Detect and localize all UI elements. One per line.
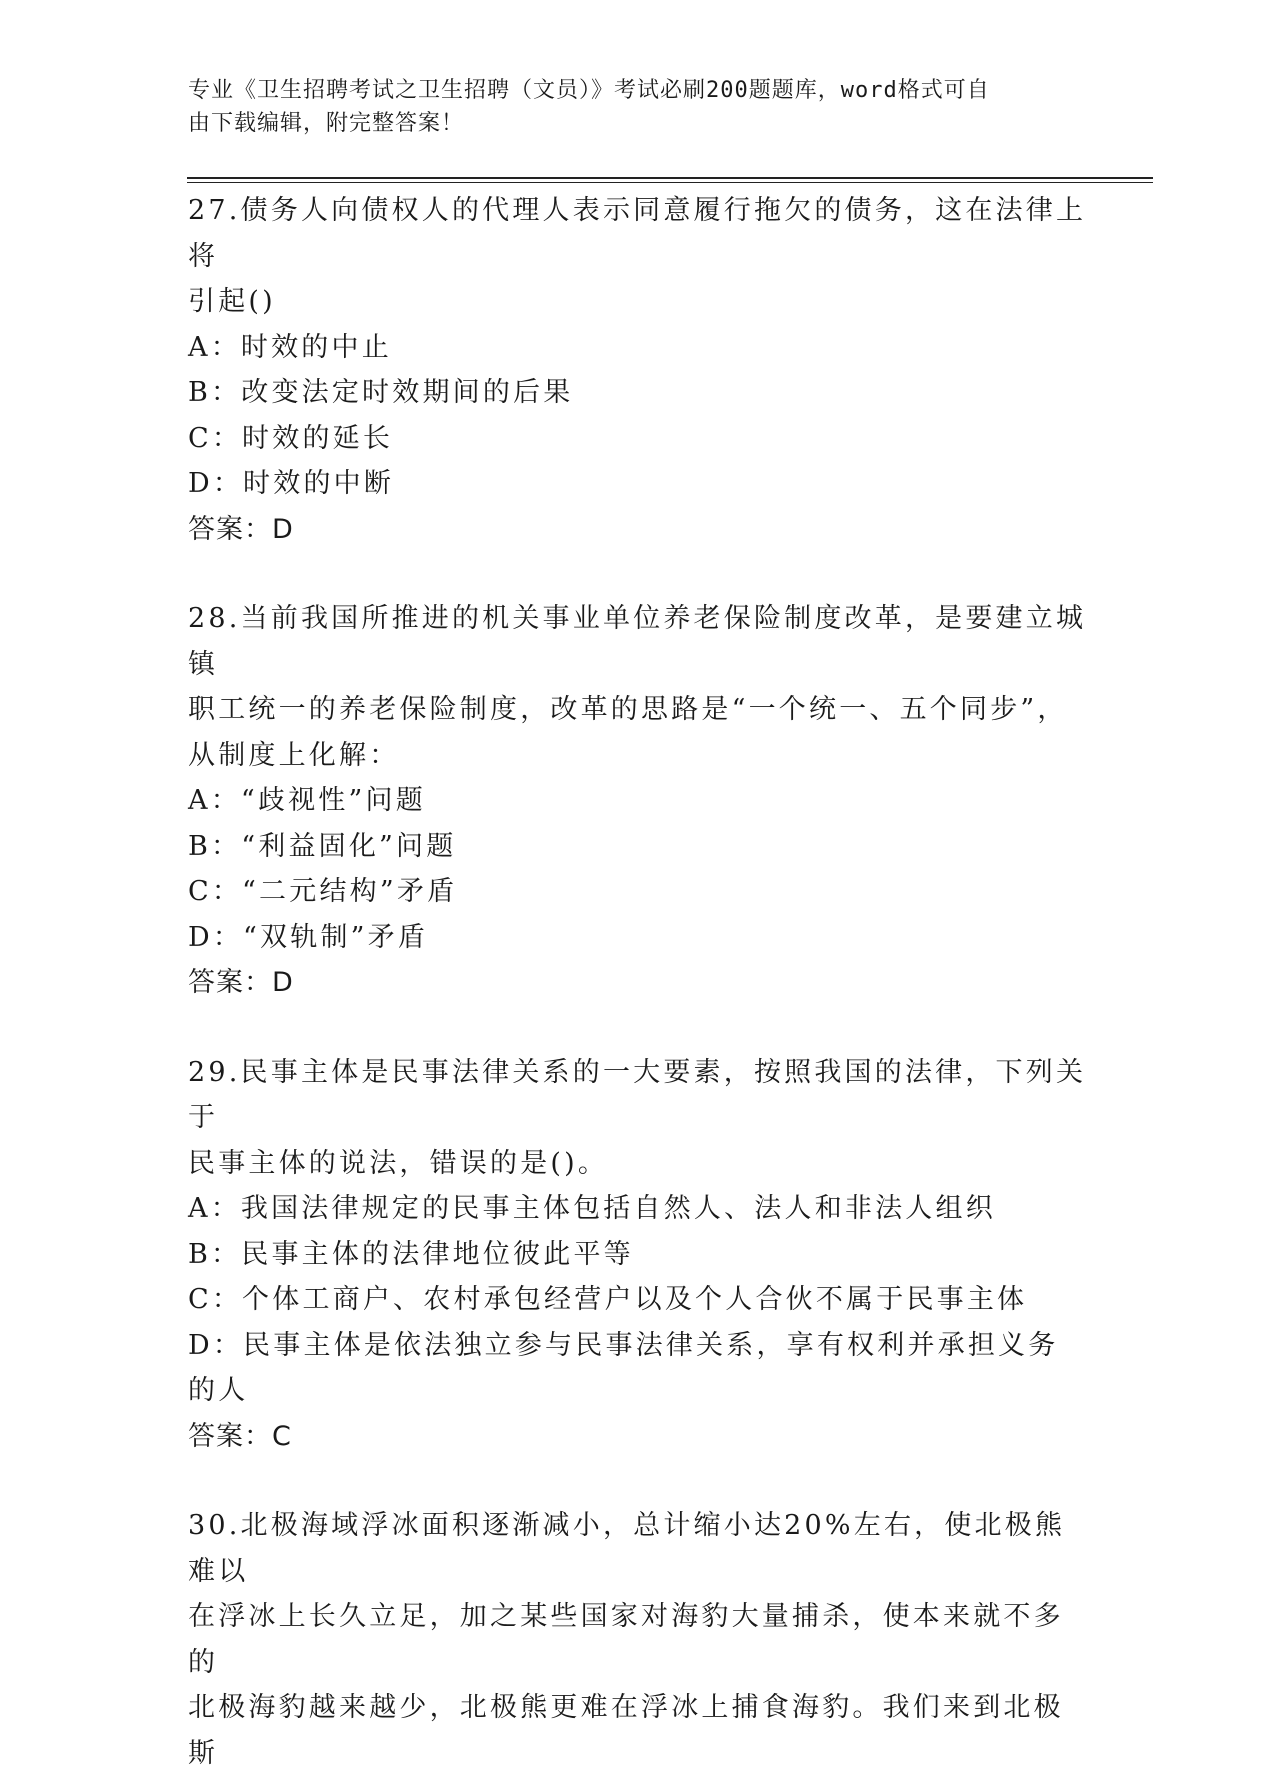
question-27 (188, 188, 1088, 552)
option-c: C：时效的延长 (188, 422, 394, 454)
question-stem-line: 27.债务人向债权人的代理人表示同意履行拖欠的债务，这在法律上将 (188, 195, 1087, 272)
question-stem-line: 北极海豹越来越少，北极熊更难在浮冰上捕食海豹。我们来到北极斯 (188, 1692, 1064, 1769)
question-stem-line: 28.当前我国所推进的机关事业单位养老保险制度改革，是要建立城镇 (188, 603, 1087, 680)
header-divider-thick (187, 177, 1153, 179)
question-30 (188, 1503, 1088, 1776)
header-line-2: 由下载编辑，附完整答案！ (188, 111, 465, 136)
question-spacer (188, 552, 1088, 596)
question-stem-line: 从制度上化解： (188, 739, 400, 771)
question-29 (188, 1050, 1088, 1460)
answer: 答案：D (188, 967, 294, 998)
option-a: A：我国法律规定的民事主体包括自然人、法人和非法人组织 (188, 1193, 996, 1224)
option-b: B：改变法定时效期间的后果 (188, 377, 574, 408)
option-d: D：民事主体是依法独立参与民事法律关系，享有权利并承担义务的人 (188, 1329, 1059, 1406)
header-line-1: 专业《卫生招聘考试之卫生招聘（文员）》考试必刷200题题库，word格式可自 (188, 78, 990, 103)
question-spacer (188, 1006, 1088, 1050)
option-c: C：“二元结构”矛盾 (188, 876, 458, 907)
option-d: D：时效的中断 (188, 468, 395, 499)
header-divider-thin (187, 182, 1153, 183)
question-stem-line: 29.民事主体是民事法律关系的一大要素，按照我国的法律，下列关于 (188, 1056, 1087, 1133)
question-stem-line: 引起() (188, 286, 276, 317)
document-header (188, 74, 1068, 140)
option-a: A：时效的中止 (188, 331, 392, 363)
option-b: B：民事主体的法律地位彼此平等 (188, 1238, 634, 1270)
question-28 (188, 596, 1088, 1006)
question-list (188, 188, 1088, 1776)
option-c: C：个体工商户、农村承包经营户以及个人合伙不属于民事主体 (188, 1284, 1028, 1315)
question-stem-line: 在浮冰上长久立足，加之某些国家对海豹大量捕杀，使本来就不多的 (188, 1601, 1064, 1678)
answer: 答案：D (188, 513, 294, 545)
question-spacer (188, 1459, 1088, 1503)
question-stem-line: 30.北极海域浮冰面积逐渐减小，总计缩小达20%左右，使北极熊难以 (188, 1510, 1066, 1587)
option-d: D：“双轨制”矛盾 (188, 921, 429, 953)
option-a: A：“歧视性”问题 (188, 785, 426, 816)
question-stem-line: 职工统一的养老保险制度，改革的思路是“一个统一、五个同步”， (188, 694, 1068, 725)
question-stem-line: 民事主体的说法，错误的是()。 (188, 1147, 609, 1179)
option-b: B：“利益固化”问题 (188, 830, 457, 862)
answer: 答案：C (188, 1420, 292, 1452)
